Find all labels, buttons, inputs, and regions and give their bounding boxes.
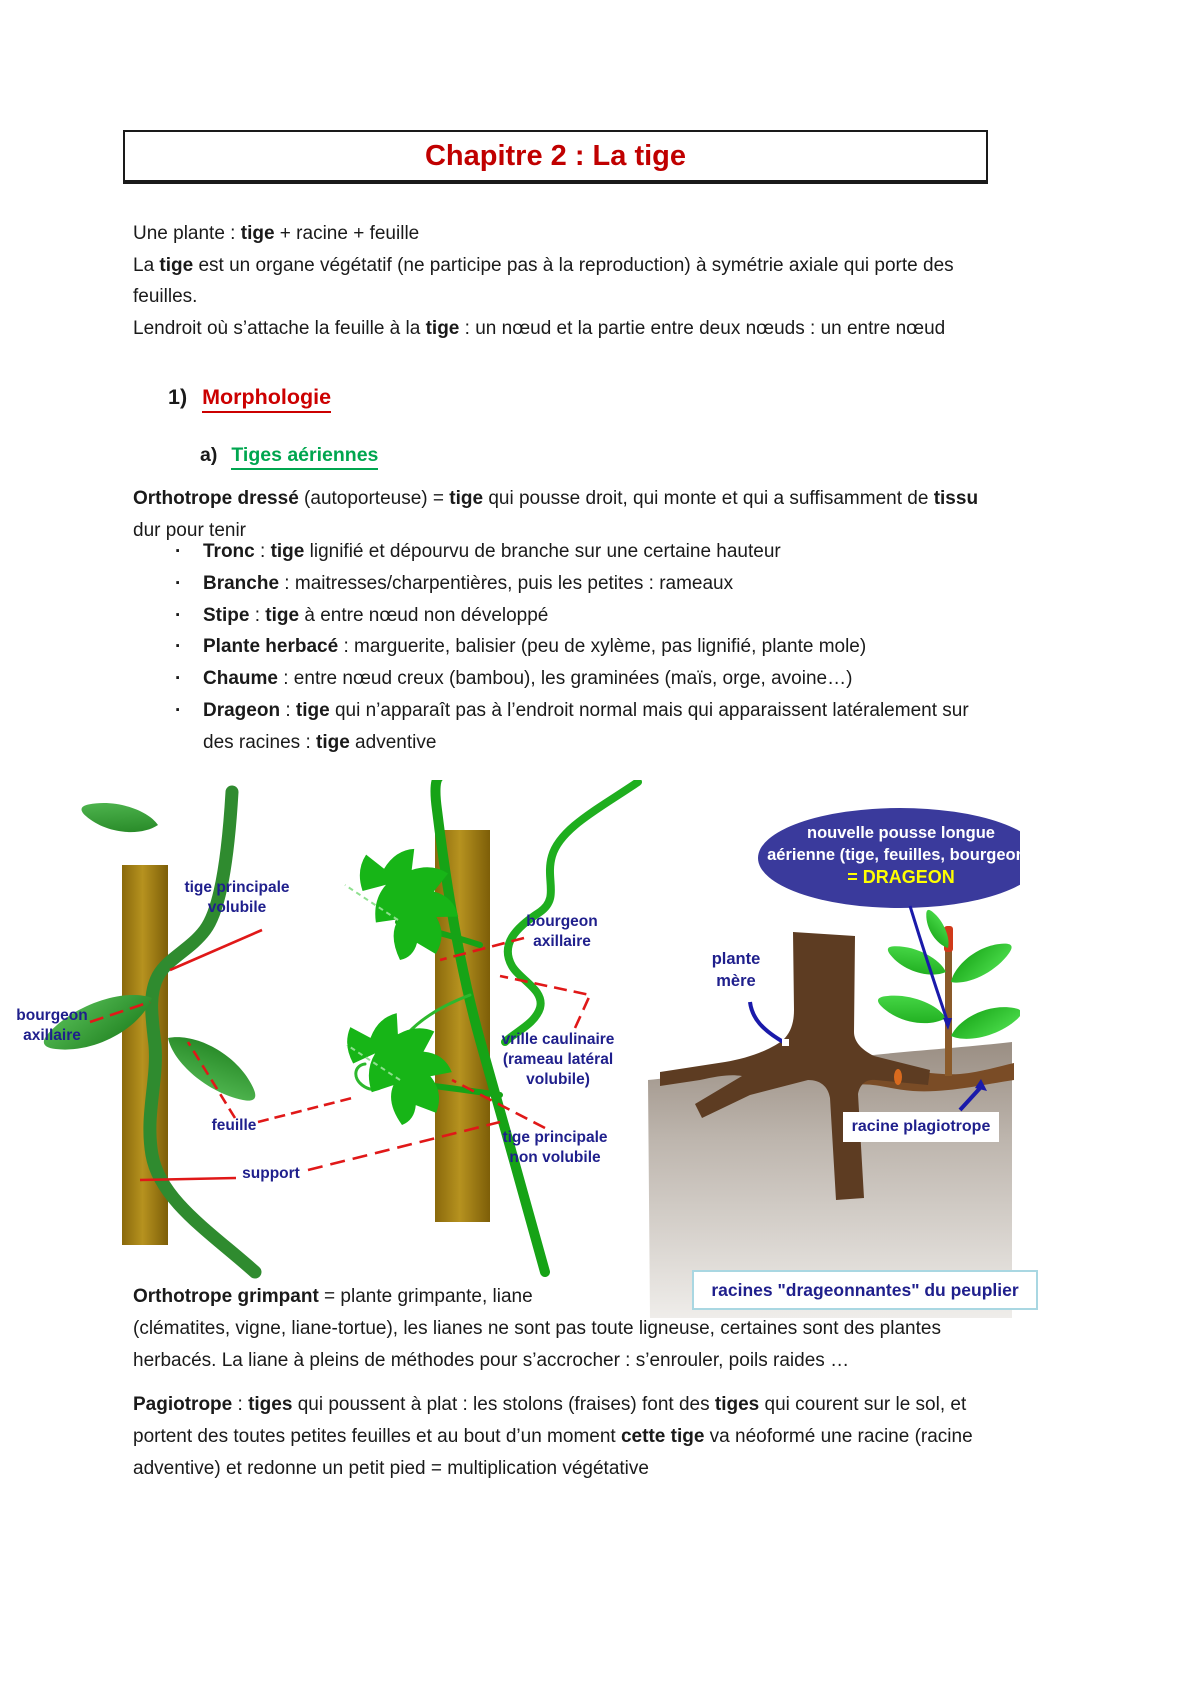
bullet-drageon-continuation: des racines : tige adventive [203,731,437,753]
pagiotrope-line-2: portent des toutes petites feuilles et au bout d’un moment cette tige va néoformé une racine (racine [133,1426,973,1447]
section-1a-heading [200,444,378,470]
pagiotrope-paragraph [133,1389,973,1485]
bubble-line-1: nouvelle pousse longue [807,824,995,842]
label-bourgeon-axillaire-right: bourgeon axillaire [526,913,598,950]
orthotrope-grimpant-paragraph [133,1281,941,1377]
section-1-number: 1) [168,385,188,409]
chapter-title: Chapitre 2 : La tige [424,139,687,172]
section-1-heading [168,385,331,413]
label-tige-principale-non-volubile: tige principale non volubile [502,1129,608,1166]
bullet-branche: · Branche : maitresses/charpentières, puis les petites : rameaux [175,572,734,594]
label-plante-mere: plante mère [711,950,761,990]
orthotrope-grimpant-line-3: herbacés. La liane à pleins de méthodes pour s’accrocher : s’enrouler, poils raides … [133,1350,850,1371]
label-tige-principale-volubile: tige principale volubile [184,879,290,916]
bullet-plante-herbace: · Plante herbacé : marguerite, balisier (peu de xylème, pas lignifié, plante mole) [175,636,867,658]
section-1-title: Morphologie [202,385,331,413]
label-vrille-caulinaire: vrille caulinaire (rameau latéral volubile) [501,1031,615,1088]
orthotrope-grimpant-line-2: (clématites, vigne, liane-tortue), les lianes ne sont pas toute ligneuse, certaines sont des plantes [133,1318,941,1339]
section-1a-title: Tiges aériennes [231,444,378,470]
pagiotrope-line-1: Pagiotrope : tiges qui poussent à plat : les stolons (fraises) font des tiges qui courent sur le sol, et [133,1394,967,1415]
section-1a-letter: a) [200,444,218,466]
intro-line-2: La tige est un organe végétatif (ne participe pas à la reproduction) à symétrie axiale qui porte des [133,254,954,276]
label-feuille: feuille [211,1117,257,1134]
bubble-line-2: aérienne (tige, feuilles, bourgeons [767,846,1035,864]
label-support: support [242,1165,300,1182]
pagiotrope-line-3: adventive) et redonne un petit pied = multiplication végétative [133,1458,649,1479]
intro-line-1: Une plante : tige + racine + feuille [133,223,420,244]
intro-paragraph [133,218,954,344]
bullet-chaume: · Chaume : entre nœud creux (bambou), les graminées (maïs, orge, avoine…) [175,668,853,690]
drageon-bubble-text [765,822,1037,888]
label-bourgeon-axillaire-left: bourgeon axillaire [16,1007,88,1044]
bubble-highlight-drageon: = DRAGEON [847,867,955,887]
leaf-shape [160,1021,265,1114]
orthotrope-grimpant-line-1: Orthotrope grimpant = plante grimpante, liane [133,1286,533,1307]
orthotrope-dresse-line-1: Orthotrope dressé (autoporteuse) = tige qui pousse droit, qui monte et qui a suffisamment de tissu [133,488,979,509]
tiges-bullet-list [133,536,969,759]
bullet-drageon: · Drageon : tige qui n’apparaît pas à l’endroit normal mais qui apparaissent latéralement sur [175,699,969,721]
bullet-tronc: · Tronc : tige lignifié et dépourvu de branche sur une certaine hauteur [175,541,781,562]
leaf-shape [78,795,160,841]
label-racine-plagiotrope: racine plagiotrope [843,1112,999,1142]
intro-line-4: Lendroit où s’attache la feuille à la tige : un nœud et la partie entre deux nœuds : un entre nœud [133,317,946,339]
orthotrope-dresse-line-2: dur pour tenir [133,519,247,541]
root-bud [894,1069,902,1085]
bullet-stipe: · Stipe : tige à entre nœud non développé [175,604,549,626]
chapter-title-box [123,130,988,184]
intro-line-3: feuilles. [133,286,198,307]
figure-caption-racines-drageonnantes: racines "drageonnantes" du peuplier [692,1270,1038,1310]
